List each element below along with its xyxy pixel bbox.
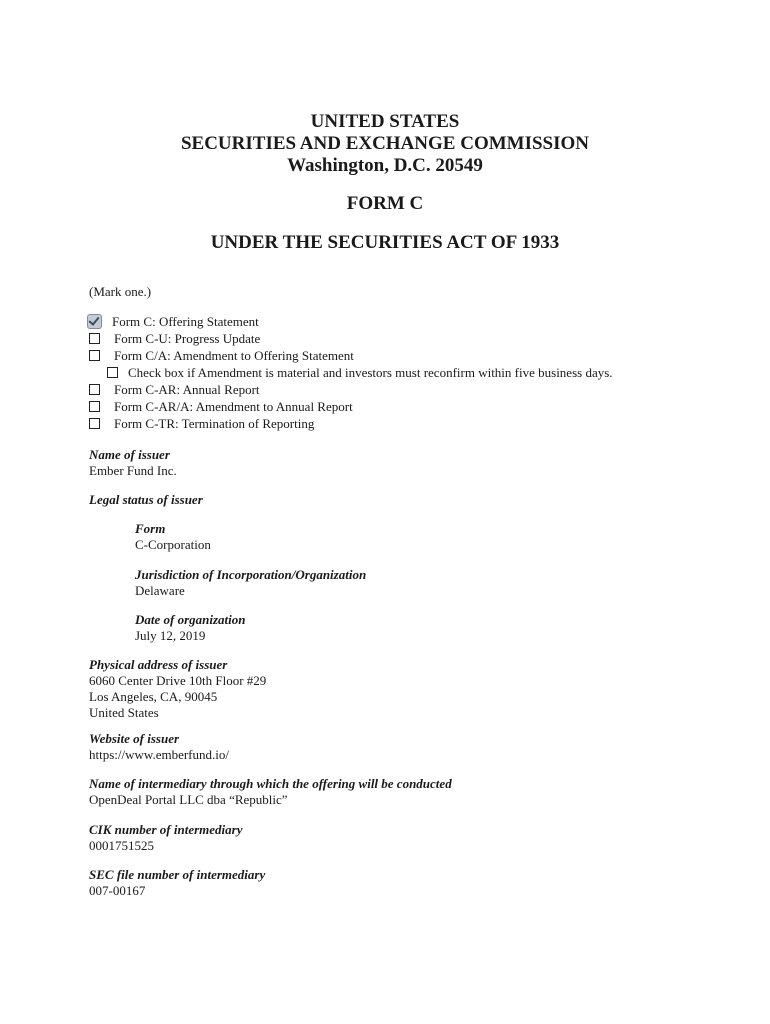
form-label: Form	[135, 521, 166, 536]
option-form-c-ar	[89, 381, 613, 398]
issuer-name-value: Ember Fund Inc.	[89, 463, 177, 478]
header-commission: SECURITIES AND EXCHANGE COMMISSION	[180, 133, 590, 154]
header-location: Washington, D.C. 20549	[287, 155, 483, 176]
intermediary-name-field	[89, 776, 452, 808]
option-form-c-ar-a	[89, 398, 613, 415]
physical-address-label: Physical address of issuer	[89, 657, 228, 672]
form-type-options	[89, 313, 613, 432]
checkbox-form-c-ar-a[interactable]	[89, 401, 100, 412]
checkbox-material-amendment[interactable]	[107, 367, 118, 378]
form-value: C-Corporation	[135, 537, 211, 552]
cik-field	[89, 822, 243, 854]
website-label: Website of issuer	[89, 731, 180, 746]
option-label: Form C-U: Progress Update	[114, 331, 261, 346]
sec-file-number-field	[89, 867, 265, 899]
header-country: UNITED STATES	[310, 111, 460, 132]
cik-value: 0001751525	[89, 838, 154, 853]
website-field	[89, 731, 229, 763]
intermediary-name-label: Name of intermediary through which the offering will be conducted	[89, 776, 452, 791]
address-line-2: Los Angeles, CA, 90045	[89, 689, 218, 704]
form-field	[135, 521, 211, 553]
issuer-name-field	[89, 447, 177, 479]
checkbox-form-c-tr[interactable]	[89, 418, 100, 429]
option-label: Form C/A: Amendment to Offering Statement	[114, 348, 354, 363]
date-of-organization-value: July 12, 2019	[135, 628, 206, 643]
option-label: Check box if Amendment is material and investors must reconfirm within five business days.	[128, 365, 613, 380]
jurisdiction-label: Jurisdiction of Incorporation/Organization	[135, 567, 367, 582]
option-label: Form C-AR/A: Amendment to Annual Report	[114, 399, 353, 414]
option-form-c	[89, 313, 613, 330]
mark-one-instruction: (Mark one.)	[89, 284, 152, 299]
option-label: Form C-AR: Annual Report	[114, 382, 260, 397]
website-value: https://www.emberfund.io/	[89, 747, 229, 762]
address-line-3: United States	[89, 705, 159, 720]
issuer-name-label: Name of issuer	[89, 447, 170, 462]
jurisdiction-field	[135, 567, 366, 599]
address-line-1: 6060 Center Drive 10th Floor #29	[89, 673, 267, 688]
option-form-c-tr	[89, 415, 613, 432]
sec-file-number-value: 007-00167	[89, 883, 146, 898]
checkbox-form-c-ar[interactable]	[89, 384, 100, 395]
sec-file-number-label: SEC file number of intermediary	[89, 867, 266, 882]
checkbox-form-c-a[interactable]	[89, 350, 100, 361]
option-form-c-a	[89, 347, 613, 364]
jurisdiction-value: Delaware	[135, 583, 185, 598]
header-act: UNDER THE SECURITIES ACT OF 1933	[210, 232, 560, 253]
cik-label: CIK number of intermediary	[89, 822, 243, 837]
form-title: FORM C	[346, 193, 424, 214]
intermediary-name-value: OpenDeal Portal LLC dba “Republic”	[89, 792, 288, 807]
checkbox-form-c-u[interactable]	[89, 333, 100, 344]
physical-address-field	[89, 657, 266, 721]
date-of-organization-field	[135, 612, 246, 644]
checkbox-form-c[interactable]	[87, 314, 102, 329]
option-label: Form C-TR: Termination of Reporting	[114, 416, 315, 431]
option-form-c-u	[89, 330, 613, 347]
legal-status-field	[89, 492, 203, 508]
date-of-organization-label: Date of organization	[135, 612, 246, 627]
legal-status-label: Legal status of issuer	[89, 492, 203, 507]
option-material-amendment	[89, 364, 613, 381]
option-label: Form C: Offering Statement	[112, 314, 259, 329]
